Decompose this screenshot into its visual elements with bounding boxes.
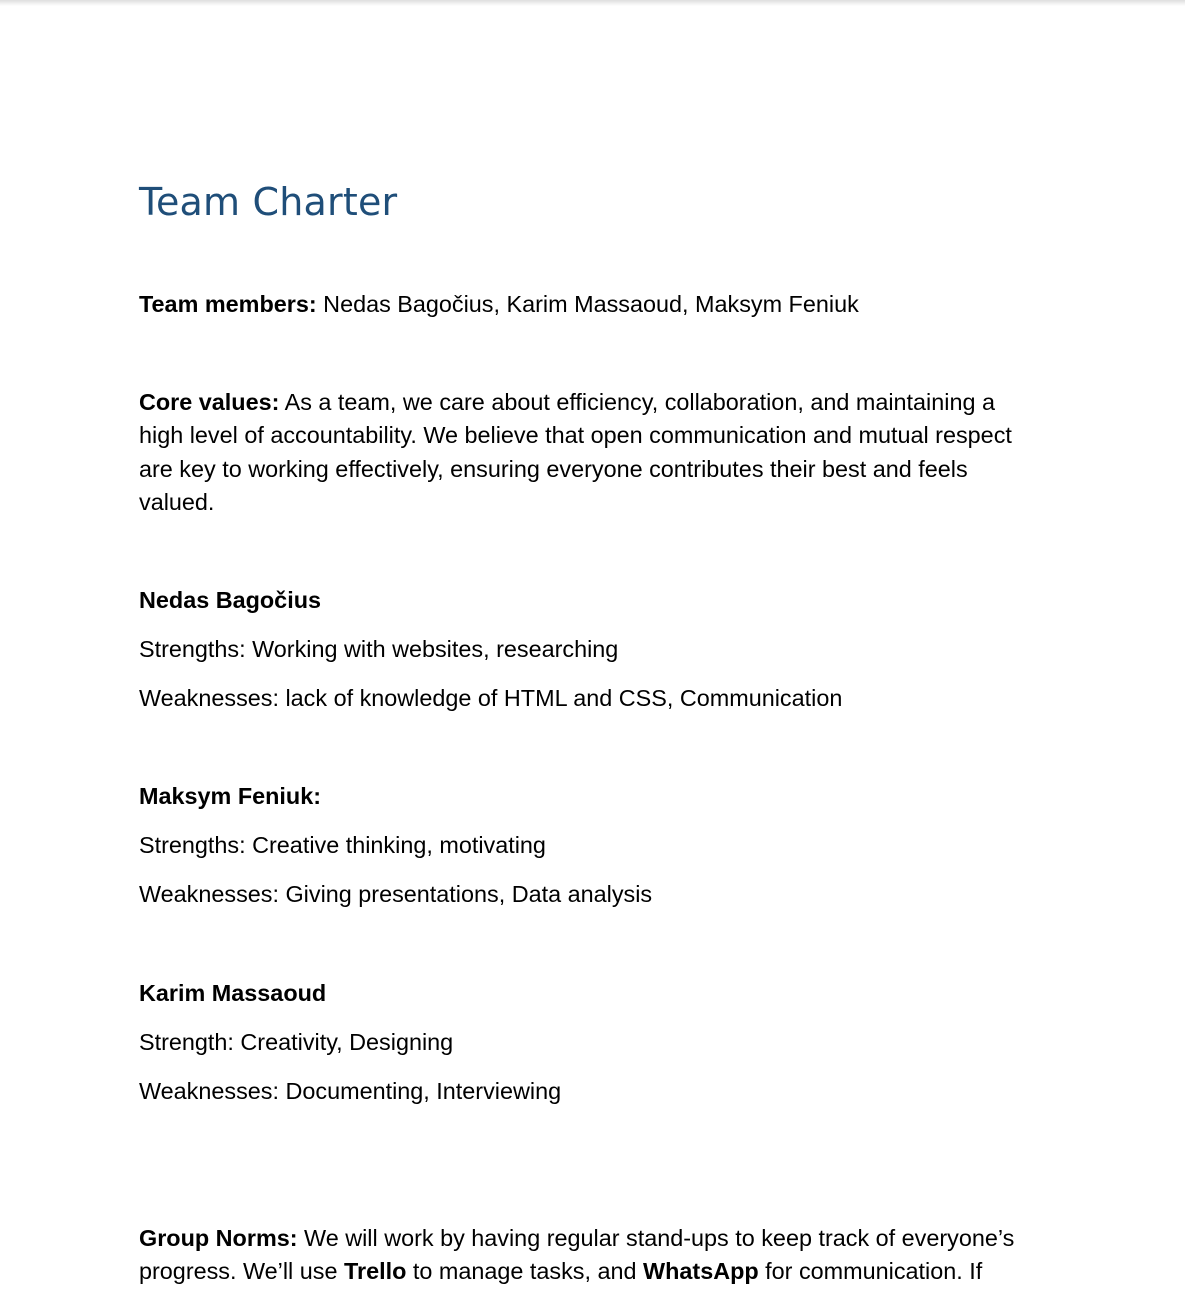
core-values-paragraph	[139, 386, 1044, 519]
group-norms-text: for communication. If	[758, 1258, 983, 1285]
document-title: Team Charter	[139, 180, 398, 224]
group-norms-paragraph	[139, 1222, 1044, 1289]
team-members-value: Nedas Bagočius, Karim Massaoud, Maksym Feniuk	[316, 291, 859, 317]
team-members-label: Team members:	[139, 291, 317, 317]
member-name: Maksym Feniuk:	[139, 783, 321, 809]
whatsapp-mention: WhatsApp	[643, 1258, 759, 1285]
group-norms-text: to manage tasks, and	[406, 1258, 644, 1285]
group-norms-label: Group Norms:	[139, 1225, 298, 1251]
member-weaknesses: Weaknesses: lack of knowledge of HTML and CSS, Communication	[139, 685, 843, 711]
core-values-text: As a team, we care about efficiency, collaboration, and maintaining a high level of accountability. We believe that open communication and mutual respect are key to working effectively, ensuring everyone contributes their best and feels valued.	[139, 389, 1012, 515]
member-strengths: Strength: Creativity, Designing	[139, 1029, 454, 1055]
team-members-line	[139, 288, 859, 321]
trello-mention: Trello	[343, 1258, 407, 1285]
core-values-label: Core values:	[139, 389, 280, 415]
page-top-shadow	[0, 0, 1185, 6]
member-weaknesses: Weaknesses: Giving presentations, Data analysis	[139, 881, 653, 907]
group-norms-text: We will work by having regular stand-ups to keep track of everyone’s progress. We’ll use	[139, 1225, 1015, 1285]
member-weaknesses: Weaknesses: Documenting, Interviewing	[139, 1078, 562, 1104]
member-strengths: Strengths: Working with websites, researching	[139, 636, 619, 662]
member-name: Nedas Bagočius	[139, 587, 321, 613]
member-name: Karim Massaoud	[139, 980, 327, 1006]
member-strengths: Strengths: Creative thinking, motivating	[139, 832, 546, 858]
